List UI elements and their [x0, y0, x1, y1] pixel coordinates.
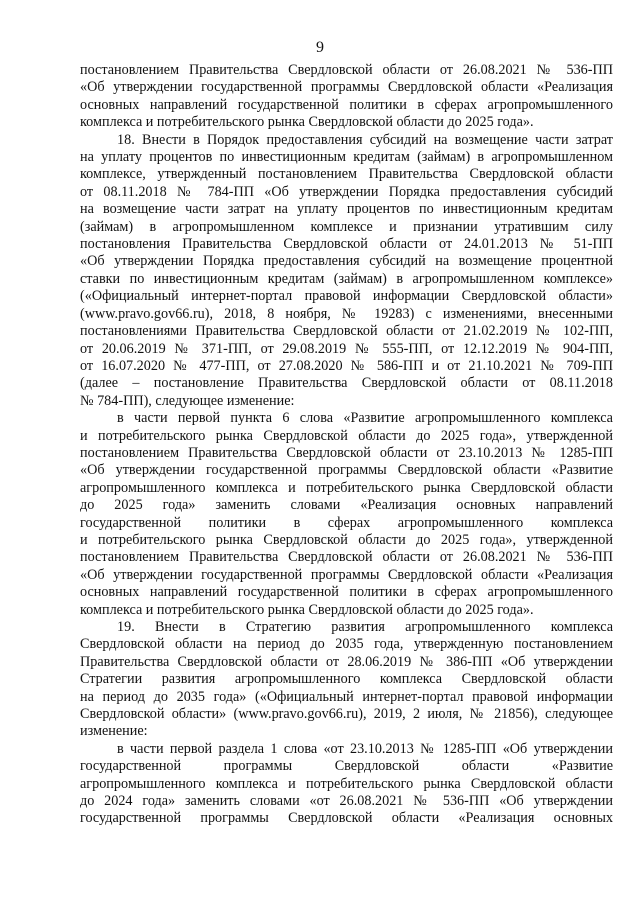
text-line: («Официальный интернет-портал правовой информации Свердловской области»	[80, 288, 613, 305]
text-line: постановлением Правительства Свердловской области от 23.10.2013 № 1285-ПП	[80, 444, 613, 461]
text-line: и потребительского рынка Свердловской области до 2025 года», утвержденной	[80, 531, 613, 548]
text-line: в части первой пункта 6 слова «Развитие агропромышленного комплекса	[117, 410, 613, 427]
text-line: от 20.06.2019 № 371-ПП, от 29.08.2019 № 555-ПП, от 12.12.2019 № 904-ПП,	[80, 340, 613, 357]
text-line: «Об утверждении государственной программы Свердловской области «Развитие	[80, 462, 613, 479]
text-line: и потребительского рынка Свердловской области до 2025 года», утвержденной	[80, 427, 613, 444]
text-line: агропромышленного комплекса и потребительского рынка Свердловской области	[80, 775, 613, 792]
text-line: от 08.11.2018 № 784-ПП «Об утверждении Порядка предоставления субсидий	[80, 183, 613, 200]
text-line: на период до 2035 года» («Официальный интернет-портал правовой информации	[80, 688, 613, 705]
paragraph-5	[80, 741, 613, 828]
text-line: Свердловской области» (www.pravo.gov66.ru), 2019, 2 июля, № 21856), следующее	[80, 706, 613, 723]
text-line: 19. Внести в Стратегию развития агропромышленного комплекса	[117, 619, 613, 635]
text-line: комплекса и потребительского рынка Свердловской области до 2025 года».	[80, 114, 534, 131]
text-line: на уплату процентов по инвестиционным кредитам (займам) в агропромышленном	[80, 149, 613, 166]
paragraph-4	[80, 619, 613, 741]
text-line: Правительства Свердловской области от 28.06.2019 № 386-ПП «Об утверждении	[80, 653, 613, 670]
text-line: Свердловской области на период до 2035 года, утвержденную постановлением	[80, 636, 613, 653]
text-line: постановления Правительства Свердловской области от 24.01.2013 № 51-ПП	[80, 236, 613, 253]
text-line: основных направлений государственной политики в сферах агропромышленного	[80, 584, 613, 601]
text-line: «Об утверждении государственной программы Свердловской области «Реализация	[80, 566, 613, 583]
text-line: (www.pravo.gov66.ru), 2018, 8 ноября, № 19283) с изменениями, внесенными	[80, 305, 613, 322]
text-line: комплекса и потребительского рынка Свердловской области до 2025 года».	[80, 601, 534, 618]
text-line: агропромышленного комплекса и потребительского рынка Свердловской области	[80, 479, 613, 496]
text-line: постановлениями Правительства Свердловской области от 21.02.2019 № 102-ПП,	[80, 323, 613, 340]
text-line: «Об утверждении Порядка предоставления субсидий на возмещение процентной	[80, 253, 613, 270]
text-line: государственной программы Свердловской области «Развитие	[80, 758, 613, 775]
document-body	[80, 62, 613, 828]
text-line: 18. Внести в Порядок предоставления субсидий на возмещение части затрат	[117, 131, 613, 148]
text-line: постановлением Правительства Свердловской области от 26.08.2021 № 536-ПП	[80, 549, 613, 566]
text-line: постановлением Правительства Свердловской области от 26.08.2021 № 536-ПП	[80, 62, 613, 78]
text-line: на возмещение части затрат на уплату процентов по инвестиционным кредитам	[80, 201, 613, 218]
text-line: изменение:	[80, 723, 148, 740]
text-line: «Об утверждении государственной программы Свердловской области «Реализация	[80, 79, 613, 96]
text-line: Стратегии развития агропромышленного комплекса Свердловской области	[80, 671, 613, 688]
text-line: (займам) в агропромышленном комплексе и признании утратившим силу	[80, 218, 613, 235]
text-line: ставки по инвестиционным кредитам (займам) в агропромышленном комплексе»	[80, 270, 613, 287]
text-line: (далее – постановление Правительства Свердловской области от 08.11.2018	[80, 375, 613, 392]
text-line: до 2024 года» заменить словами «от 26.08.2021 № 536-ПП «Об утверждении	[80, 793, 613, 810]
paragraph-2	[80, 132, 613, 411]
paragraph-1	[80, 62, 613, 132]
page-number: 9	[316, 39, 324, 56]
paragraph-3	[80, 410, 613, 619]
text-line: от 16.07.2020 № 477-ПП, от 27.08.2020 № 586-ПП и от 21.10.2021 № 709-ПП	[80, 357, 613, 374]
text-line: № 784-ПП), следующее изменение:	[80, 392, 295, 409]
text-line: до 2025 года» заменить словами «Реализация основных направлений	[80, 497, 613, 514]
text-line: комплексе, утвержденный постановлением Правительства Свердловской области	[80, 166, 613, 183]
text-line: в части первой раздела 1 слова «от 23.10.2013 № 1285-ПП «Об утверждении	[117, 740, 613, 757]
text-line: государственной программы Свердловской области «Реализация основных	[80, 810, 613, 827]
text-line: государственной политики в сферах агропромышленного комплекса	[80, 514, 613, 531]
text-line: основных направлений государственной политики в сферах агропромышленного	[80, 96, 613, 113]
